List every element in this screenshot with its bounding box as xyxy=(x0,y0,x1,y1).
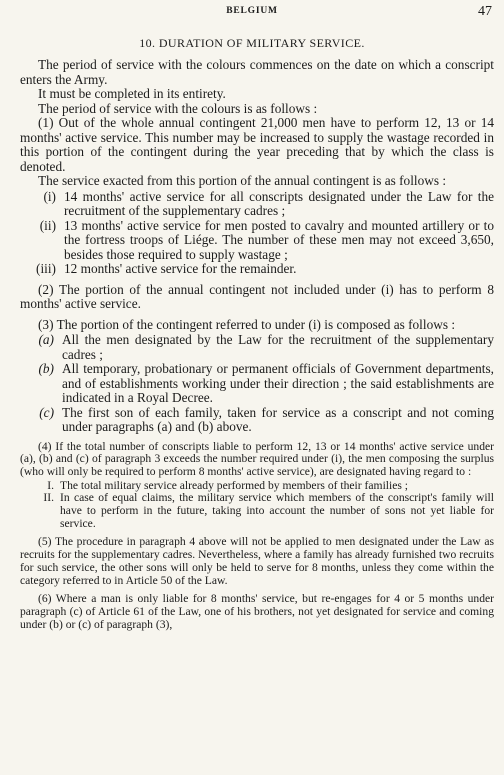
page-header xyxy=(0,6,504,22)
intro-paragraph-3: The period of service with the colours is as follows : xyxy=(38,100,318,116)
list-item-label: (iii) xyxy=(36,261,56,276)
paragraph-1: (1) Out of the whole annual contingent 21,000 men have to perform 12, 13 or 14 months' active service. This number may be increased to supply the wastage recorded in this portion of the contingent during the year preceding that by which the class is denoted. xyxy=(20,115,494,174)
paragraph-4: (4) If the total number of conscripts liable to perform 12, 13 or 14 months' active service under (a), (b) and (c) of paragraph 3 exceeds the number required under (i), the men composing the surplus (who will only be required to perform 8 months' active service), are designated having regard to : xyxy=(20,439,494,478)
roman-list xyxy=(20,190,494,277)
paragraph-6: (6) Where a man is only liable for 8 months' service, but re-engages for 4 or 5 months under paragraph (c) of Article 61 of the Law, one of his brothers, not yet designated for service and coming under (b) or (c) of paragraph (3), xyxy=(20,592,494,631)
intro-paragraph-2: It must be completed in its entirety. xyxy=(38,86,226,101)
sub-list xyxy=(20,480,494,531)
section-title: 10. DURATION OF MILITARY SERVICE. xyxy=(139,36,365,50)
list-item-label: (b) xyxy=(38,361,54,376)
list-item-text: All the men designated by the Law for the recruitment of the supplementary cadres ; xyxy=(62,332,494,362)
running-head: BELGIUM xyxy=(226,6,278,16)
list-item xyxy=(20,190,494,219)
list-item xyxy=(20,362,494,406)
list-item-label: (a) xyxy=(38,332,54,347)
list-item-text: 12 months' active service for the remainder. xyxy=(64,261,297,276)
list-item-label: (i) xyxy=(43,188,56,204)
list-item xyxy=(20,219,494,263)
list-item-label: (ii) xyxy=(39,217,56,233)
list-item-label: (c) xyxy=(39,404,54,420)
list-item-text: 14 months' active service for all conscripts designated under the Law for the recruitment of the supplementary cadres ; xyxy=(64,188,494,218)
paragraph-1-lead: The service exacted from this portion of the annual contingent is as follows : xyxy=(38,173,447,188)
list-item-text: 13 months' active service for men posted to cavalry and mounted artillery or to the fortress troops of Liége. The number of these men may not exceed 3,650, besides those required to supply wastage ; xyxy=(64,217,494,262)
paragraph-2: (2) The portion of the annual contingent not included under (i) has to perform 8 months' active service. xyxy=(20,281,494,311)
list-item xyxy=(20,333,494,362)
list-item-label: II. xyxy=(43,491,54,505)
paragraph-3-lead: (3) The portion of the contingent referred to under (i) is composed as follows : xyxy=(38,316,456,332)
letter-list xyxy=(20,333,494,435)
list-item xyxy=(20,262,494,277)
small-print-section xyxy=(20,441,494,632)
page-number: 47 xyxy=(478,4,492,19)
list-item xyxy=(20,492,494,530)
list-item xyxy=(20,406,494,435)
list-item-text: In case of equal claims, the military service which members of the conscript's family will have to perform in the future, taking into account the number of sons not yet liable for service. xyxy=(60,491,494,530)
list-item-text: The first son of each family, taken for service as a conscript and not coming under paragraphs (a) and (b) above. xyxy=(62,404,494,434)
list-item-label: I. xyxy=(47,478,54,492)
document-body xyxy=(20,58,494,631)
list-item-text: All temporary, probationary or permanent officials of Government departments, and of establishments working under their direction ; the said establishments are indicated in a Royal Decree. xyxy=(62,361,494,405)
list-item-text: The total military service already performed by members of their families ; xyxy=(60,478,409,492)
paragraph-5: (5) The procedure in paragraph 4 above will not be applied to men designated under the Law as recruits for the supplementary cadres. Nevertheless, where a family has already furnished two recruits for such service, the other sons will only be held to serve for 8 months, unless they come within the category referred to in Article 50 of the Law. xyxy=(20,535,494,587)
intro-paragraph-1: The period of service with the colours commences on the date on which a conscript enters the Army. xyxy=(20,57,494,87)
